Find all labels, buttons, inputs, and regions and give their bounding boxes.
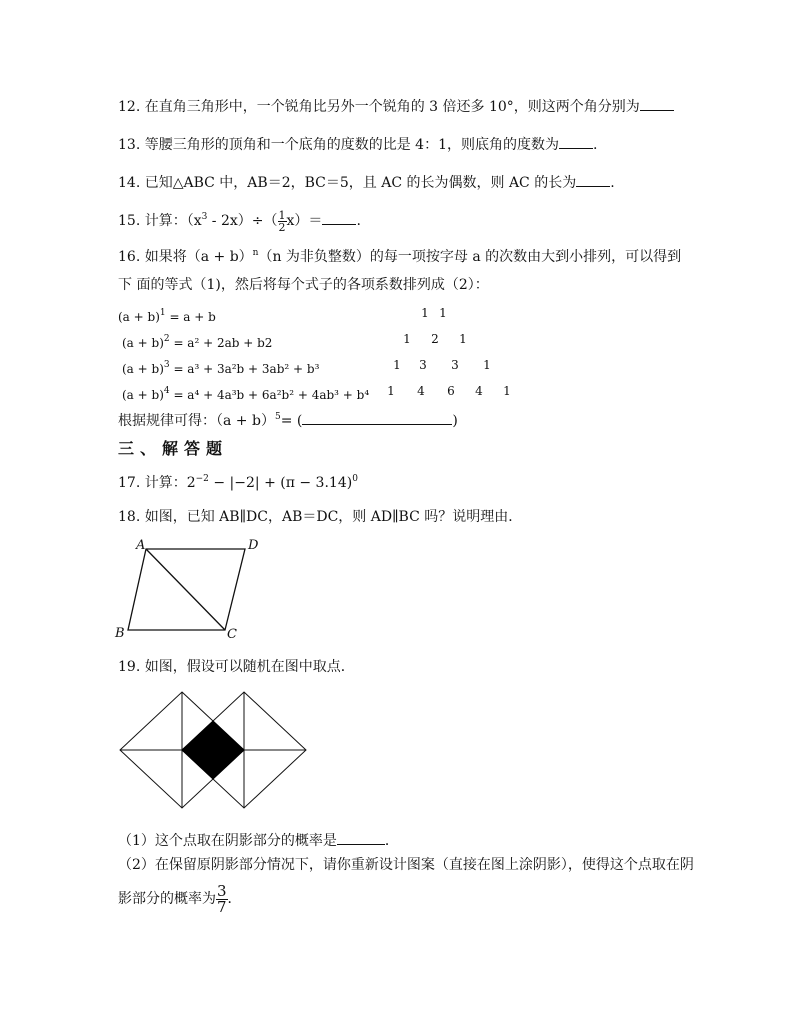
diagonal-ac bbox=[146, 549, 225, 630]
coefficient: 1 bbox=[483, 358, 491, 372]
question-19-part2 bbox=[118, 856, 694, 874]
diamond-figure bbox=[118, 690, 318, 810]
parallelogram bbox=[128, 549, 245, 630]
parallelogram-figure bbox=[110, 534, 270, 644]
question-16-line2 bbox=[118, 276, 489, 294]
label-c: C bbox=[227, 627, 237, 642]
coefficient: 1 bbox=[459, 332, 467, 346]
question-text: 已知△ABC 中，AB＝2，BC＝5，且 AC 的长为偶数，则 AC 的长为 bbox=[144, 175, 577, 191]
question-number: 19. bbox=[118, 659, 141, 675]
question-number: 13. bbox=[118, 137, 141, 153]
exponent: n bbox=[252, 248, 259, 258]
question-text: 等腰三角形的顶角和一个底角的度数的比是 4：1，则底角的度数为 bbox=[144, 137, 559, 153]
question-text: 如果将（a + b） bbox=[144, 249, 253, 265]
question-text: 下 面的等式（1)，然后将每个式子的各项系数排列成（2）： bbox=[118, 277, 489, 293]
answer-blank[interactable] bbox=[559, 134, 593, 149]
question-13 bbox=[118, 134, 597, 154]
question-19-part1: （1）这个点取在阴影部分的概率是 ． bbox=[118, 830, 399, 850]
coefficient: 1 bbox=[387, 384, 395, 398]
question-number: 16. bbox=[118, 249, 141, 265]
label-d: D bbox=[248, 538, 259, 553]
coefficient: 2 bbox=[431, 332, 439, 346]
question-14 bbox=[118, 172, 615, 192]
answer-blank[interactable] bbox=[576, 172, 610, 187]
question-text: （2）在保留原阴影部分情况下，请你重新设计图案（直接在图上涂阴影），使得这个点取在阴 bbox=[118, 857, 694, 873]
question-text: 根据规律可得：（a + b） bbox=[118, 413, 275, 429]
coefficient: 1 bbox=[503, 384, 511, 398]
coefficient: 1 bbox=[439, 306, 447, 320]
question-16-line1 bbox=[118, 244, 681, 266]
exponent: −2 bbox=[195, 474, 209, 484]
expansion-row-4: $(a + b)^4 = a^4 + 4a^3b + 6a^2b^2 + 4ab^3 + b^4$ bbox=[122, 386, 370, 402]
section-heading: 三、解答题 bbox=[118, 439, 229, 458]
question-number: 18. bbox=[118, 509, 141, 525]
expansion-row-3: $(a + b)^3 = a^3 + 3a^2b + 3ab^2 + b^3$ bbox=[122, 360, 320, 376]
coefficient: 4 bbox=[475, 384, 483, 398]
shaded-region bbox=[182, 721, 244, 779]
answer-blank[interactable] bbox=[302, 410, 452, 425]
coefficient: 1 bbox=[421, 306, 429, 320]
coefficient: 3 bbox=[419, 358, 427, 372]
question-text: 如图，已知 AB∥DC，AB＝DC，则 AD∥BC 吗？说明理由． bbox=[144, 509, 523, 525]
question-text: （1）这个点取在阴影部分的概率是 bbox=[118, 833, 337, 849]
punctuation: . bbox=[356, 213, 361, 229]
question-number: 17. bbox=[118, 475, 141, 491]
question-19 bbox=[118, 658, 355, 676]
question-16-rule: 根据规律可得：$(a + b)^5=$ ( ) bbox=[118, 412, 458, 429]
question-18 bbox=[118, 508, 522, 526]
question-text: 在直角三角形中，一个锐角比另外一个锐角的 3 倍还多 10°，则这两个角分别为 bbox=[144, 99, 640, 115]
question-number: 14. bbox=[118, 175, 141, 191]
exponent: 3 bbox=[201, 212, 208, 222]
expression-part: 计算：（x bbox=[144, 213, 202, 229]
exponent: 0 bbox=[352, 474, 358, 484]
question-12 bbox=[118, 96, 674, 116]
exponent: 5 bbox=[274, 412, 281, 422]
expansion-row-2: $(a + b)^2 = a^2 + 2ab + b2$ bbox=[122, 334, 273, 350]
question-text: （n 为非负整数）的每一项按字母 a 的次数由大到小排列，可以得到 bbox=[258, 249, 682, 265]
expression-part: − |−2| + (π − 3.14) bbox=[208, 475, 353, 491]
expression-part: x）＝ bbox=[286, 213, 323, 229]
coefficient: 3 bbox=[451, 358, 459, 372]
question-text: 如图，假设可以随机在图中取点． bbox=[144, 659, 355, 675]
question-number: 15. bbox=[118, 213, 141, 229]
coefficient: 4 bbox=[417, 384, 425, 398]
punctuation: . bbox=[592, 137, 598, 153]
punctuation: . bbox=[610, 175, 615, 191]
label-a: A bbox=[136, 538, 146, 553]
question-text: 计算：2 bbox=[144, 475, 196, 491]
answer-blank[interactable] bbox=[337, 830, 385, 845]
answer-blank[interactable] bbox=[322, 210, 356, 225]
expansion-row-1: $(a + b)^1 = a + b$ bbox=[118, 308, 216, 324]
coefficient: 1 bbox=[393, 358, 401, 372]
coefficient: 6 bbox=[447, 384, 455, 398]
question-17 bbox=[118, 470, 358, 492]
answer-blank[interactable] bbox=[640, 96, 674, 111]
question-19-part2-line2: 影部分的概率为 $\frac{3}{7}$ ． bbox=[118, 881, 242, 916]
question-number: 12. bbox=[118, 99, 141, 115]
expression-part: - 2x）÷（ bbox=[207, 213, 278, 229]
fraction: $\frac{3}{7}$ bbox=[217, 881, 227, 916]
label-b: B bbox=[115, 626, 125, 641]
fraction: $\frac{1}{2}$ bbox=[278, 208, 286, 234]
question-15 bbox=[118, 204, 361, 234]
coefficient: 1 bbox=[403, 332, 411, 346]
question-text: 影部分的概率为 bbox=[118, 891, 216, 907]
